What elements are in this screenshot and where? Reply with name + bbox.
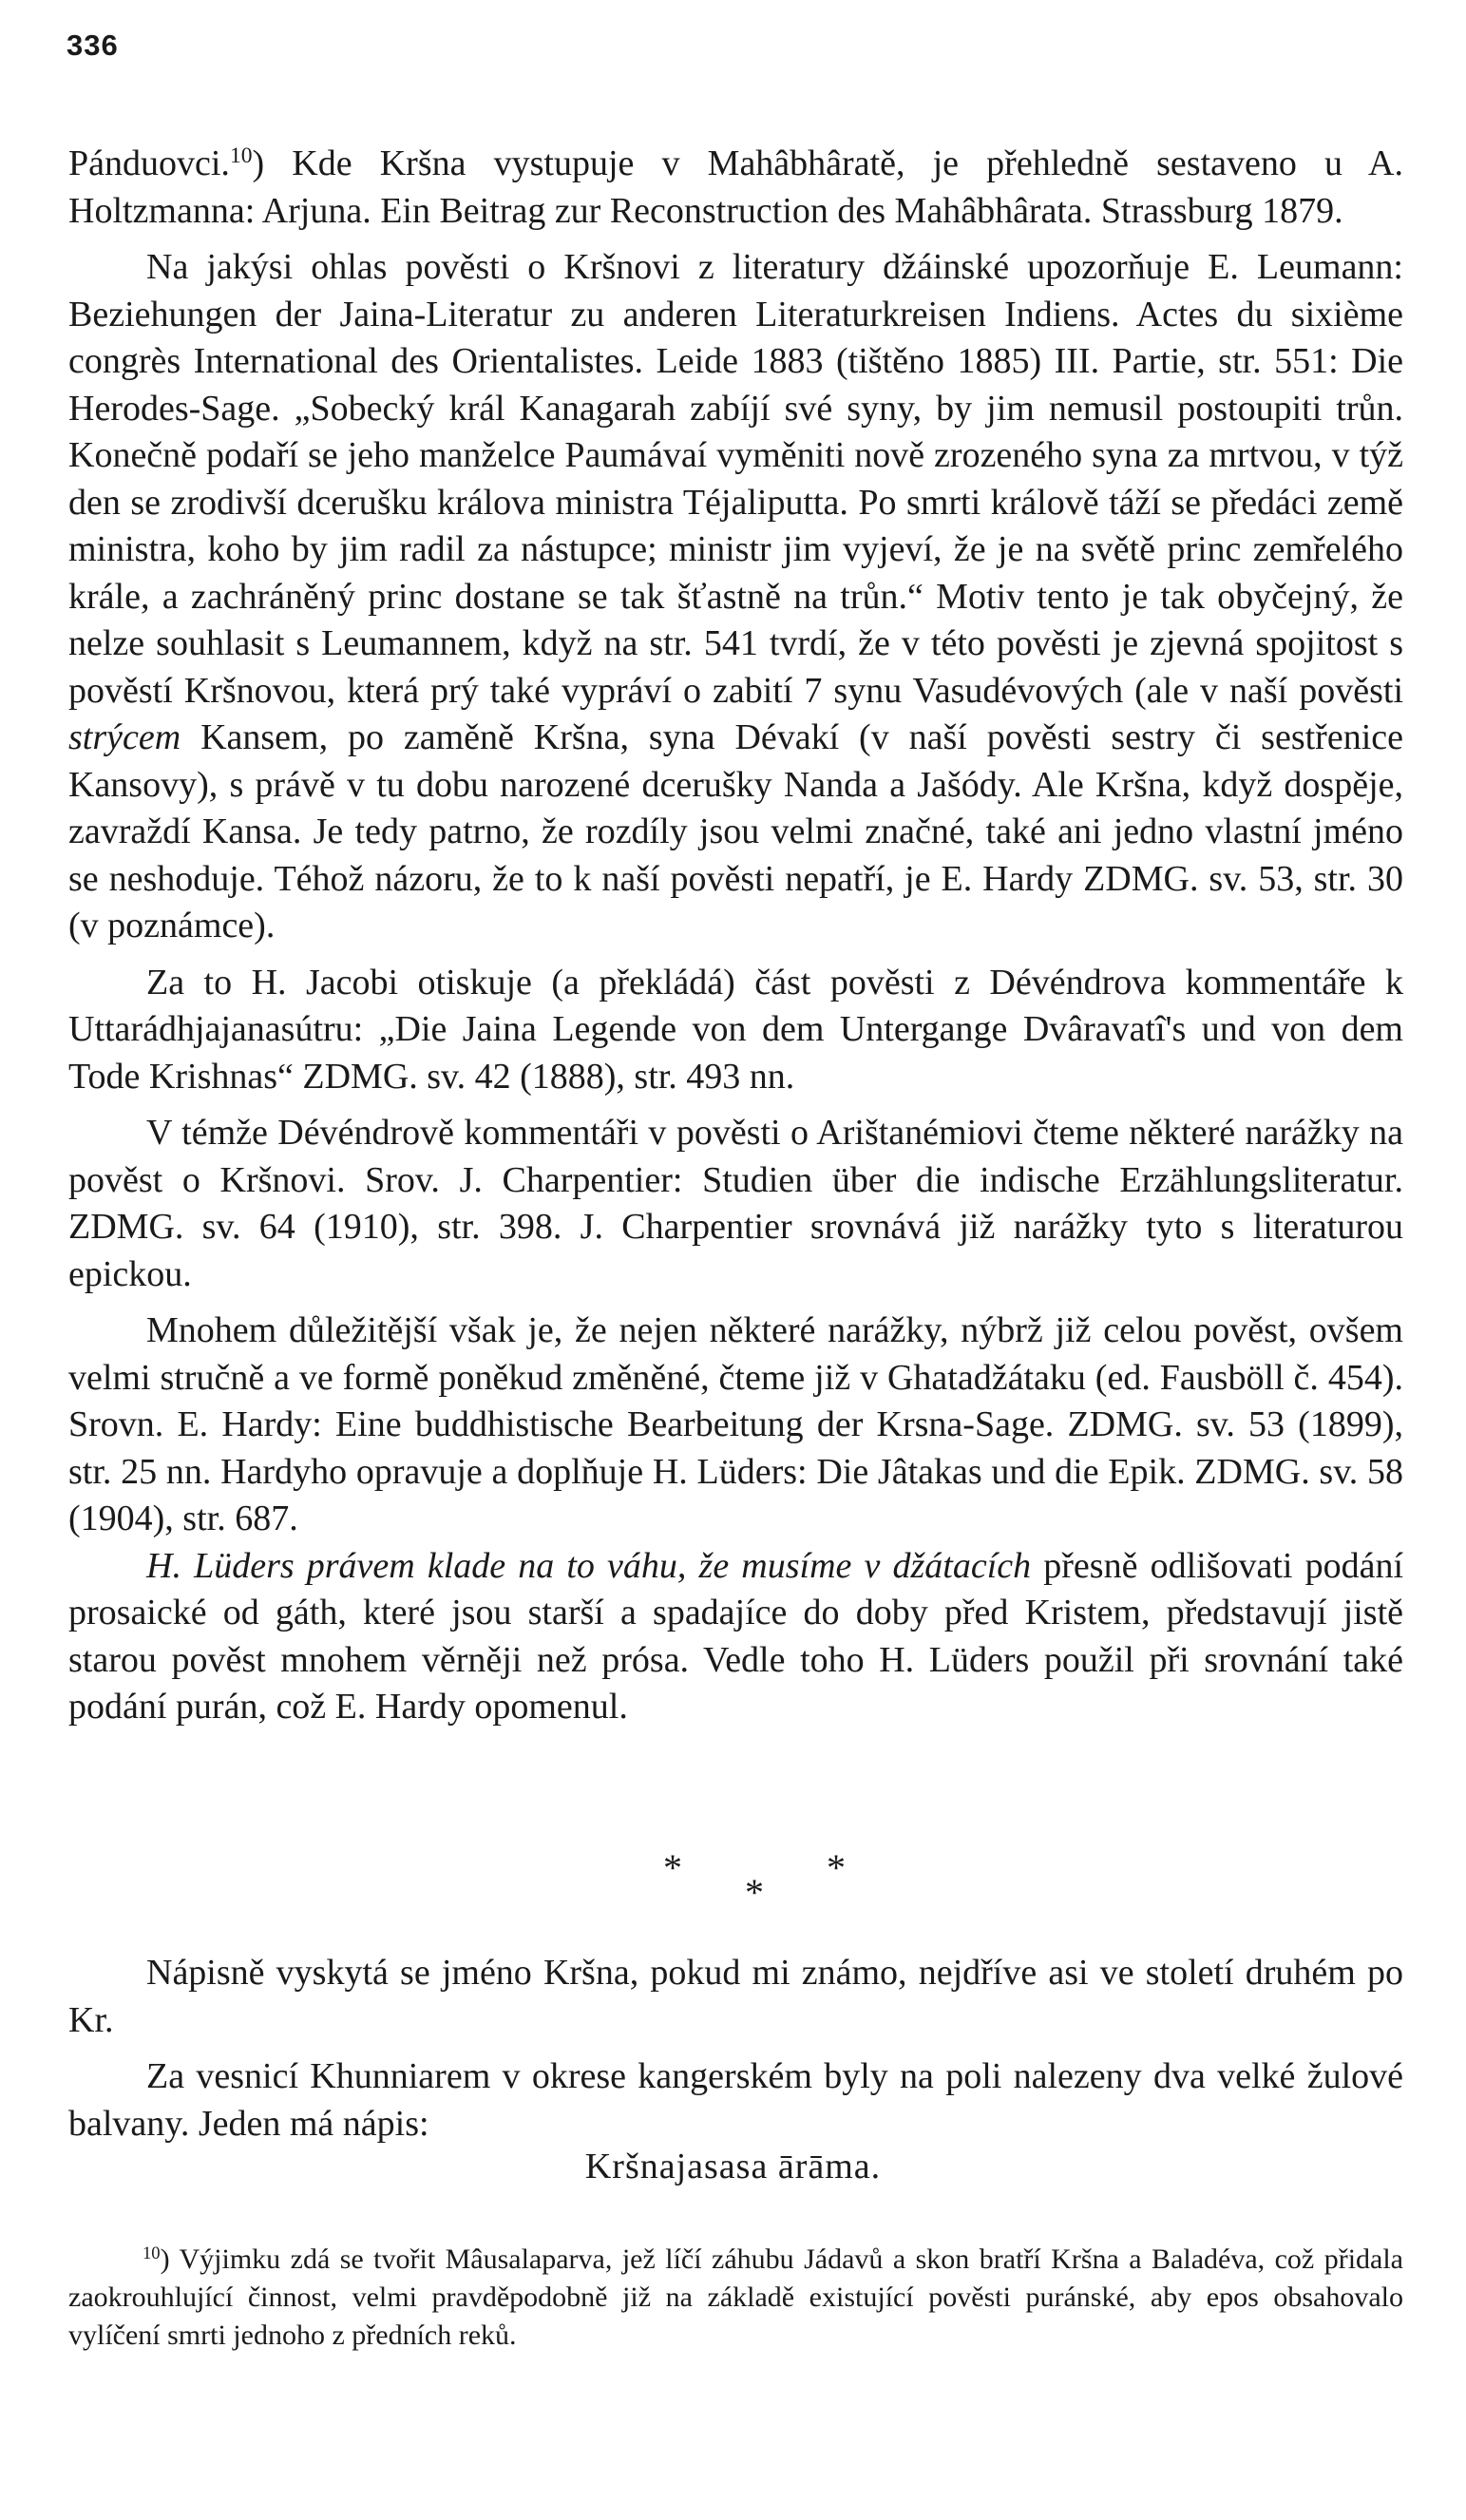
paragraph-1-rest: ) Kde Kršna vystupuje v Mahâbhâratě, je přehledně sestaveno u A. Holtzmanna: Arjuna. Ein Beitrag zur Reconstruction des Mahâbhârata. Strassburg 1879.: [68, 143, 1403, 231]
paragraph-6-emphasis: H. Lüders právem klade na to váhu, že musíme v džátacích: [146, 1545, 1032, 1586]
footnote-reference: 10: [229, 143, 253, 169]
paragraph-5: Mnohem důležitější však je, že nejen některé narážky, nýbrž již celou pověst, ovšem velmi stručně a ve formě poněkud změněné, čteme již v Ghatadžátaku (ed. Fausböll č. 454). Srovn. E. Hardy: Eine buddhistische Bearbeitung der Krsna-Sage. ZDMG. sv. 53 (1899), str. 25 nn. Hardyho opravuje a doplňuje H. Lüders: Die Jâtakas und die Epik. ZDMG. sv. 58 (1904), str. 687.: [68, 1310, 1403, 1538]
main-text: [68, 141, 1403, 1731]
section-paragraph-2: Za vesnicí Khunniarem v okrese kangerském byly na poli nalezeny dva velké žulové balvany. Jeden má nápis:: [68, 2056, 1403, 2144]
page-number: 336: [67, 29, 119, 62]
divider-asterisk: *: [663, 1846, 682, 1889]
divider-asterisk: *: [745, 1871, 764, 1914]
divider-asterisk: *: [827, 1846, 846, 1889]
paragraph-6-text: přesně odlišovati podání prosaické od gáth, které jsou starší a spadajíce do doby před Kristem, představují jistě starou pověst mnohem věrněji než prósa. Vedle toho H. Lüders použil při srovnání také podání purán, což E. Hardy opomenul.: [68, 1545, 1404, 1727]
section-paragraph-1: Nápisně vyskytá se jméno Kršna, pokud mi známo, nejdříve asi ve století druhém po Kr.: [68, 1953, 1403, 2040]
paragraph-4: V témže Dévéndrově kommentáři v pověsti o Arištanémiovi čteme některé narážky na pověst o Kršnovi. Srov. J. Charpentier: Studien über die indische Erzählungsliteratur. ZDMG. sv. 64 (1910), str. 398. J. Charpentier srovnává již narážky tyto s literaturou epickou.: [68, 1113, 1403, 1294]
footnote-text: ) Výjimku zdá se tvořit Mâusalaparva, jež líčí záhubu Jádavů a skon bratří Kršna a Baladéva, což přidala zaokrouhlující činnost, velmi pravděpodobně již na základě existující pověsti puránské, aby epos obsahovalo vylíčení smrti jednoho z předních reků.: [68, 2243, 1403, 2351]
section-text: [68, 1950, 1403, 2148]
paragraph-2-emphasis: strýcem: [68, 717, 181, 757]
paragraph-6: [68, 1543, 1403, 1731]
footnote-marker: 10: [143, 2243, 161, 2263]
paragraph-1-start: Pánduovci.: [68, 143, 230, 183]
footnote: [68, 2241, 1403, 2355]
paragraph-2: [68, 244, 1403, 950]
paragraph-2-text: Na jakýsi ohlas pověsti o Kršnovi z literatury džáinské upozorňuje E. Leumann: Beziehungen der Jaina-Literatur zu anderen Literaturkreisen Indiens. Actes du sixième congrès International des Orientalistes. Leide 1883 (tištěno 1885) III. Partie, str. 551: Die Herodes-Sage. „Sobecký král Kanagarah zabíjí své syny, by jim nemusil postoupiti trůn. Konečně podaří se jeho manželce Paumávaí vyměniti nově zrozeného syna za mrtvou, v týž den se zrodivší dcerušku králova ministra Téjaliputta. Po smrti králově táží se předáci země ministra, koho by jim radil za nástupce; ministr jim vyjeví, že je na světě princ zemřelého krále, a zachráněný princ dostane se tak šťastně na trůn.“ Motiv tento je tak obyčejný, že nelze souhlasit s Leumannem, když na str. 541 tvrdí, že v této pověsti je zjevná spojitost s pověstí Kršnovou, která prý také vypráví o zabití 7 synu Vasudévových (ale v naší pověsti: [68, 247, 1403, 711]
paragraph-3: Za to H. Jacobi otiskuje (a překládá) část pověsti z Dévéndrova kommentáře k Uttarádhjajanasútru: „Die Jaina Legende von dem Untergange Dvâravatî's und von dem Tode Krishnas“ ZDMG. sv. 42 (1888), str. 493 nn.: [68, 962, 1403, 1097]
paragraph-1: [68, 141, 1403, 235]
paragraph-2-continuation: Kansem, po zaměně Kršna, syna Dévakí (v naší pověsti sestry či sestřenice Kansovy), s právě v tu dobu narozené dcerušky Nanda a Jašódy. Ale Kršna, když dospěje, zavraždí Kansa. Je tedy patrno, že rozdíly jsou velmi značné, také ani jedno vlastní jméno se neshoduje. Téhož názoru, že to k naší pověsti nepatří, je E. Hardy ZDMG. sv. 53, str. 30 (v poznámce).: [68, 717, 1403, 945]
inscription-text: Kršnajasasa ārāma.: [584, 2147, 882, 2186]
footnote-paragraph: [68, 2241, 1403, 2355]
section-divider: [0, 1845, 1466, 1912]
